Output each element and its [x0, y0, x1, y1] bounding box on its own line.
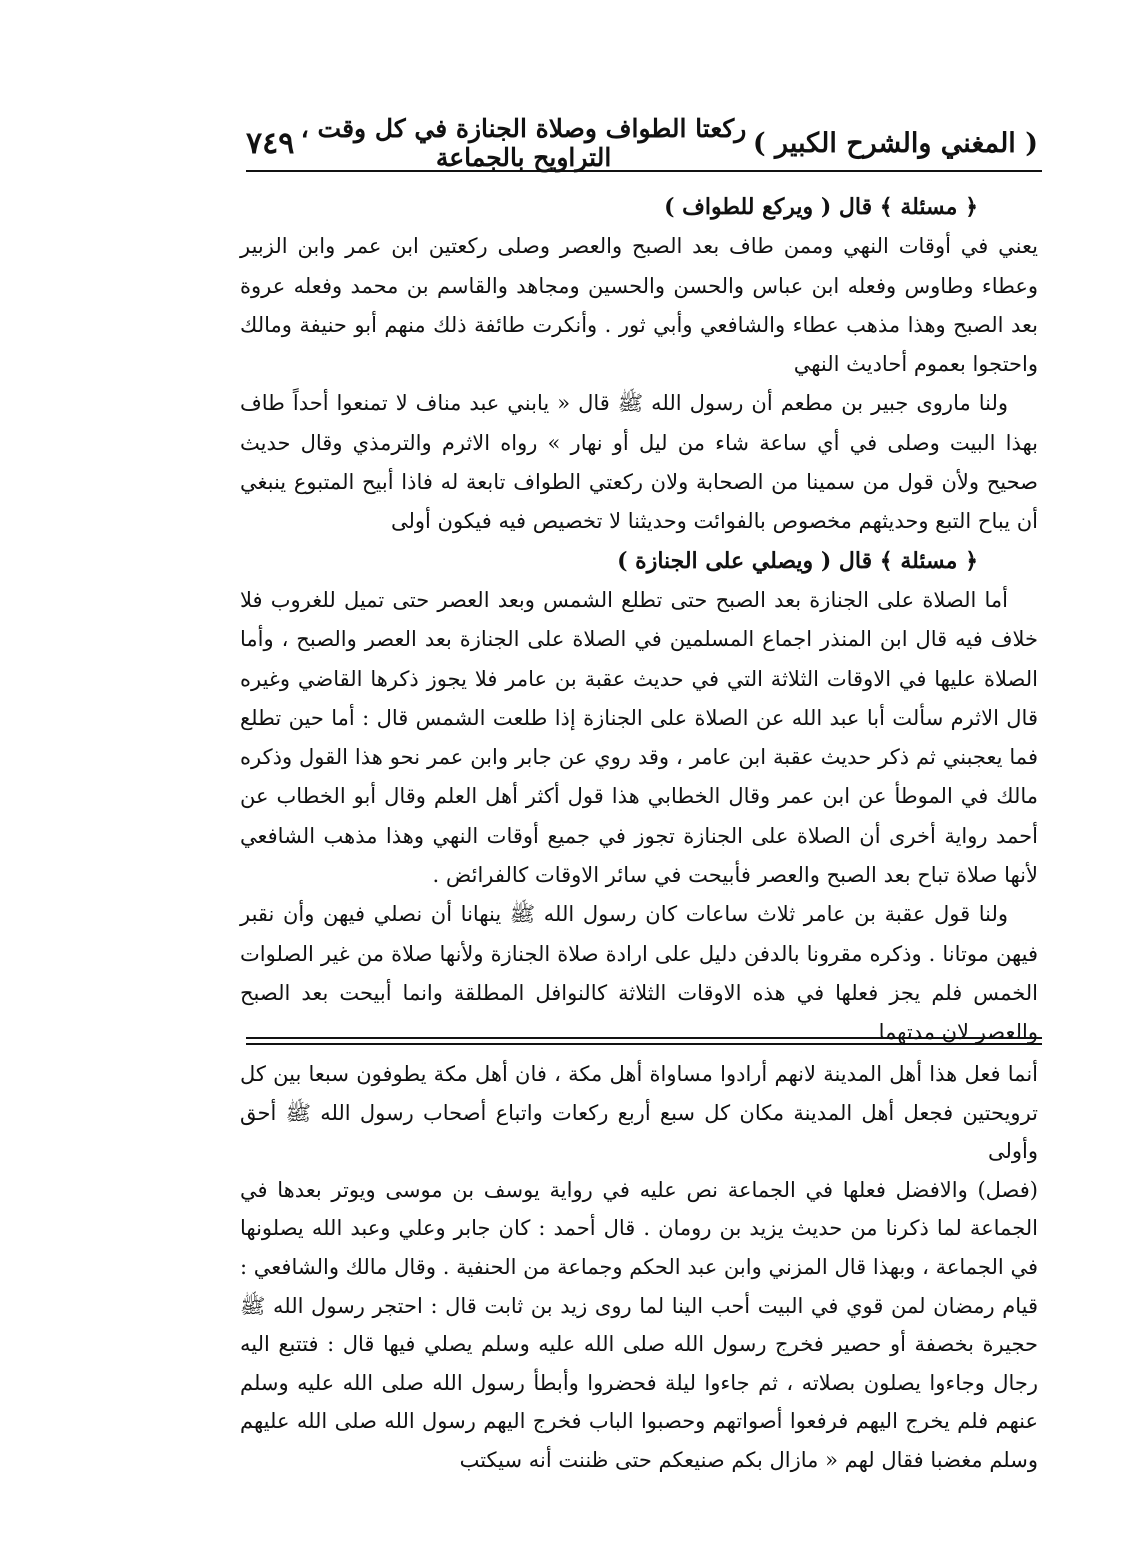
paragraph: أما الصلاة على الجنازة بعد الصبح حتى تطلع الشمس وبعد العصر حتى تميل للغروب فلا خلاف فيه قال ابن المنذر اجماع المسلمين في الصلاة على الجنازة بعد العصر والصبح ، وأما الصلاة عليها في الاوقات الثلاثة التي في حديث عقبة بن عامر فلا يجوز ذكرها القاضي وغيره قال الاثرم سألت أبا عبد الله عن الصلاة على الجنازة إذا طلعت الشمس قال : أما حين تطلع فما يعجبني ثم ذكر حديث عقبة ابن عامر ، وقد روي عن جابر وابن عمر نحو هذا القول وذكره مالك في الموطأ عن ابن عمر وقال الخطابي هذا قول أكثر أهل العلم وقال أبو الخطاب عن أحمد رواية أخرى أن الصلاة على الجنازة تجوز في جميع أوقات النهي وهذا مذهب الشافعي لأنها صلاة تباح بعد الصبح والعصر فأبيحت في سائر الاوقات كالفرائض . — [240, 587, 1038, 888]
section-subject: ركعتا الطواف وصلاة الجنازة في كل وقت ، التراويح بالجماعة — [300, 114, 747, 172]
divider-line-top — [246, 1037, 1042, 1039]
paragraph: أنما فعل هذا أهل المدينة لانهم أرادوا مساواة أهل مكة ، فان أهل مكة يطوفون سبعا بين كل ترويحتين فجعل أهل المدينة مكان كل سبع أربع ركعات واتباع أصحاب رسول الله ﷺ أحق وأولى — [240, 1062, 1038, 1164]
header-rule — [246, 170, 1042, 172]
paragraph: يعني في أوقات النهي وممن طاف بعد الصبح والعصر وصلى ركعتين ابن عمر وابن الزبير وعطاء وطاوس وفعله ابن عباس والحسن والحسين ومجاهد والقاسم بن محمد وفعله عروة بعد الصبح وهذا مذهب عطاء والشافعي وأبي ثور . وأنكرت طائفة ذلك منهم أبو حنيفة ومالك واحتجوا بعموم أحاديث النهي — [240, 234, 1038, 377]
running-header — [246, 114, 1038, 172]
paragraph: ولنا ماروى جبير بن مطعم أن رسول الله ﷺ قال « يابني عبد مناف لا تمنعوا أحداً طاف بهذا البيت وصلى في أي ساعة شاء من ليل أو نهار » رواه الاثرم والترمذي وقال حديث صحيح ولأن قول من سمينا من الصحابة ولان ركعتي الطواف تابعة له فاذا أبيح المتبوع ينبغي أن يباح التبع وحديثهم مخصوص بالفوائت وحديثنا لا تخصيص فيه فيكون أولى — [240, 391, 1038, 534]
main-text — [240, 188, 1038, 1053]
paragraph: ولنا قول عقبة بن عامر ثلاث ساعات كان رسول الله ﷺ ينهانا أن نصلي فيهن وأن نقبر فيهن موتانا . وذكره مقرونا بالدفن دليل على ارادة صلاة الجنازة ولأنها صلاة من غير الصلوات الخمس فلم يجز فعلها في هذه الاوقات الثلاثة كالنوافل المطلقة وانما أبيحت بعد الصبح والعصر لان مدتهما — [240, 902, 1038, 1045]
issue-heading-tawaf: ﴿ مسئلة ﴾ قال ( ويركع للطواف ) — [664, 194, 978, 220]
issue-heading-janaza: ﴿ مسئلة ﴾ قال ( ويصلي على الجنازة ) — [617, 547, 978, 574]
double-rule-divider — [246, 1037, 1042, 1047]
page-number: ٧٤٩ — [246, 125, 295, 161]
divider-line-bottom — [246, 1043, 1042, 1045]
paragraph: (فصل) والافضل فعلها في الجماعة نص عليه في رواية يوسف بن موسى ويوتر بعدها في الجماعة لما ذكرنا من حديث يزيد بن رومان . قال أحمد : كان جابر وعلي وعبد الله يصلونها في الجماعة ، وبهذا قال المزني وابن عبد الحكم وجماعة من الحنفية . وقال مالك والشافعي : قيام رمضان لمن قوي في البيت أحب الينا لما روى زيد بن ثابت قال : احتجر رسول الله ﷺ حجيرة بخصفة أو حصير فخرج رسول الله صلى الله عليه وسلم يصلي فيها قال : فتتبع اليه رجال وجاءوا يصلون بصلاته ، ثم جاءوا ليلة فحضروا وأبطأ رسول الله صلى الله عليه وسلم عنهم فلم يخرج اليهم فرفعوا أصواتهم وحصبوا الباب فخرج اليهم رسول الله صلى الله عليهم وسلم مغضبا فقال لهم « مازال بكم صنيعكم حتى ظننت أنه سيكتب — [240, 1177, 1038, 1472]
lower-commentary-text — [240, 1055, 1038, 1480]
book-title: ( المغني والشرح الكبير ) — [752, 127, 1038, 159]
